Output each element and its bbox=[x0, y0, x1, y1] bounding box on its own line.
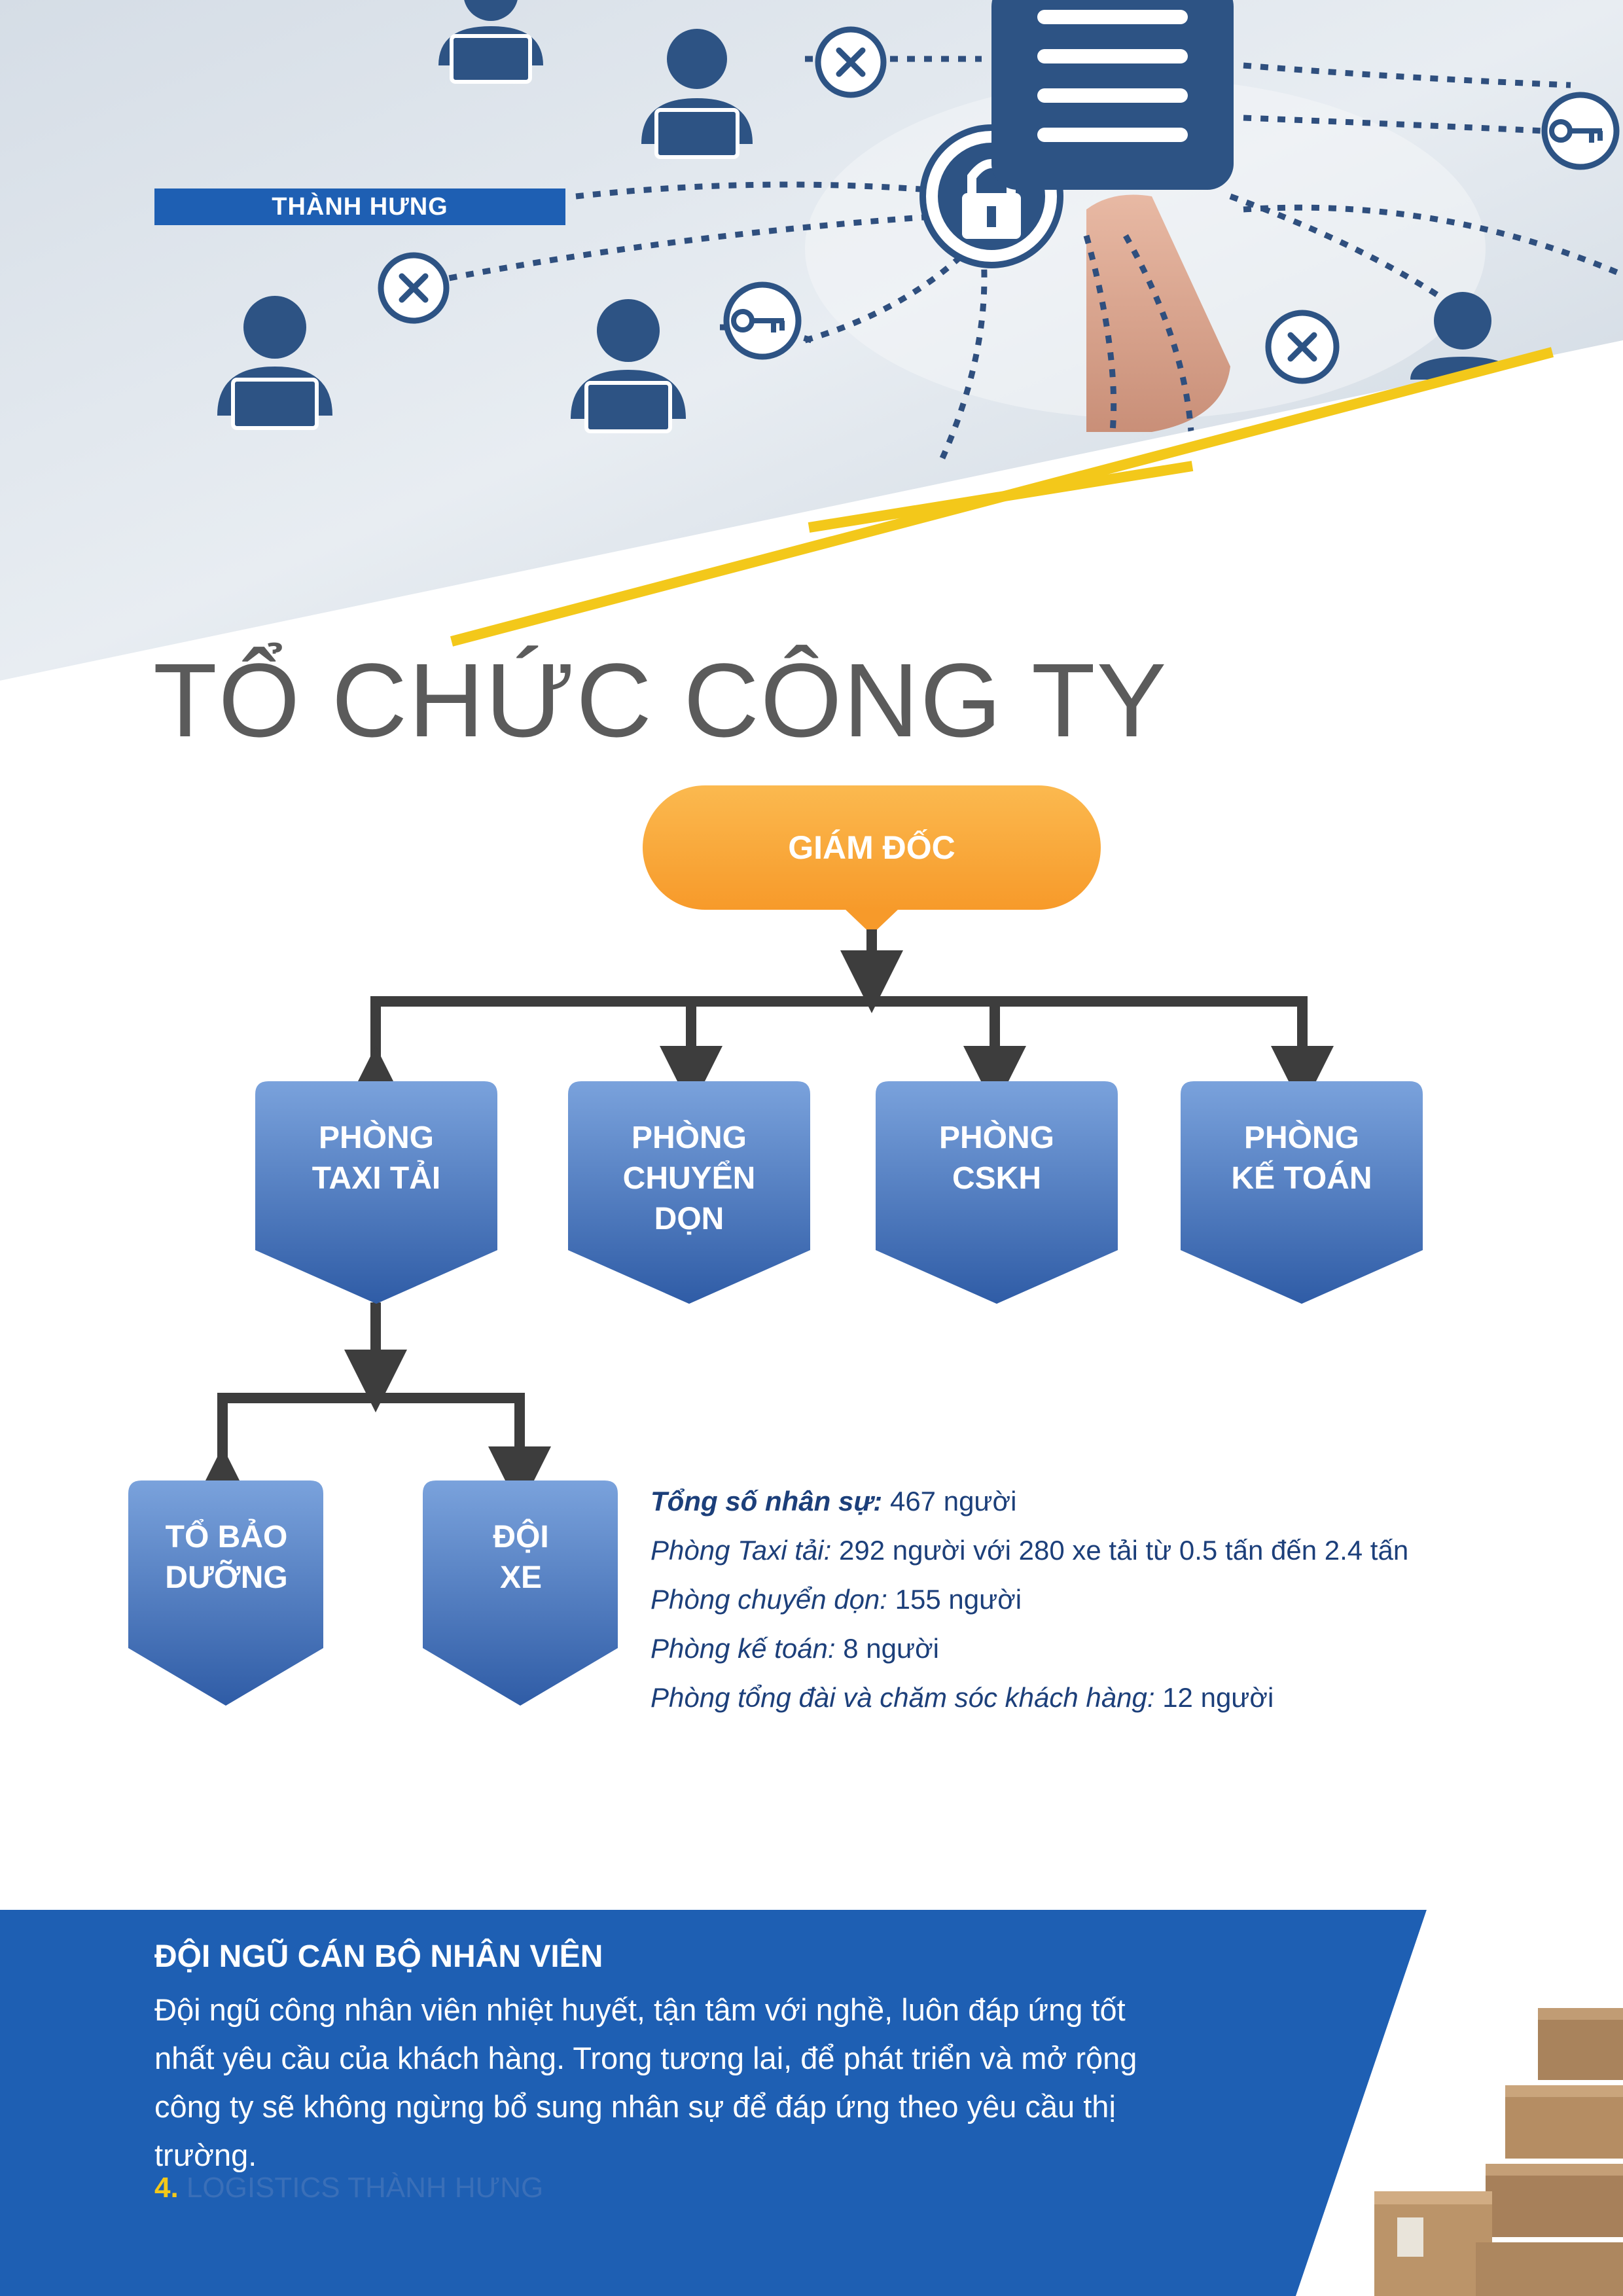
staff-info-label: Phòng Taxi tải: bbox=[651, 1535, 832, 1566]
staff-info-row bbox=[651, 1624, 1501, 1673]
brand-tag: THÀNH HƯNG bbox=[154, 188, 565, 225]
staff-info-value: 155 người bbox=[887, 1584, 1022, 1615]
department-label-line: PHÒNG bbox=[1243, 1121, 1359, 1155]
department-label-line: PHÒNG bbox=[318, 1121, 434, 1155]
department-taxi-box bbox=[255, 1081, 497, 1199]
sub-unit-maintenance-box bbox=[128, 1480, 325, 1598]
director-box bbox=[643, 785, 1101, 910]
page-number: 4. bbox=[154, 2172, 179, 2204]
department-label-line: DỌN bbox=[654, 1202, 724, 1236]
department-moving-box bbox=[568, 1081, 810, 1240]
staff-info-value: 8 người bbox=[835, 1633, 939, 1664]
staff-info-row bbox=[651, 1575, 1501, 1624]
staff-info-label: Tổng số nhân sự: bbox=[651, 1486, 883, 1516]
footer-label: LOGISTICS THÀNH HƯNG bbox=[178, 2172, 544, 2204]
staff-info bbox=[651, 1477, 1501, 1722]
staff-info-value: 467 người bbox=[882, 1486, 1017, 1516]
sub-unit-fleet-box bbox=[423, 1480, 619, 1598]
team-section-title: ĐỘI NGŨ CÁN BỘ NHÂN VIÊN bbox=[154, 1939, 603, 1974]
department-label-line: PHÒNG bbox=[938, 1121, 1054, 1155]
page-footer bbox=[154, 2172, 543, 2204]
department-label-line: KẾ TOÁN bbox=[1231, 1161, 1372, 1196]
staff-info-label: Phòng tổng đài và chăm sóc khách hàng: bbox=[651, 1682, 1155, 1713]
department-label-line: PHÒNG bbox=[631, 1121, 747, 1155]
team-section-text: Đội ngũ công nhân viên nhiệt huyết, tận tâm với nghề, luôn đáp ứng tốt nhất yêu cầu của khách hàng. Trong tương lai, để phát triển và mở rộng công ty sẽ không ngừng bổ sung nhân sự để đáp ứng theo yêu cầu thị trường. bbox=[154, 1992, 1137, 2172]
department-cskh-box bbox=[876, 1081, 1118, 1199]
staff-info-row bbox=[651, 1526, 1501, 1575]
department-label-line: CSKH bbox=[952, 1161, 1041, 1196]
staff-info-value: 12 người bbox=[1154, 1682, 1274, 1713]
director-label: GIÁM ĐỐC bbox=[788, 829, 955, 866]
department-label-line: CHUYỂN bbox=[622, 1161, 756, 1196]
sub-unit-label-line: XE bbox=[499, 1560, 543, 1595]
page-title: TỔ CHỨC CÔNG TY bbox=[153, 641, 1168, 759]
staff-info-label: Phòng chuyển dọn: bbox=[651, 1584, 887, 1615]
staff-info-row bbox=[651, 1477, 1501, 1526]
sub-unit-label-line: DƯỠNG bbox=[165, 1560, 288, 1595]
department-accounting-box bbox=[1181, 1081, 1423, 1199]
staff-info-label: Phòng kế toán: bbox=[651, 1633, 836, 1664]
department-label-line: TAXI TẢI bbox=[312, 1161, 441, 1196]
sub-unit-label-line: ĐỘI bbox=[493, 1520, 549, 1554]
sub-unit-label-line: TỔ BẢO bbox=[165, 1520, 288, 1554]
staff-info-value: 292 người với 280 xe tải từ 0.5 tấn đến 2.4 tấn bbox=[831, 1535, 1409, 1566]
staff-info-row bbox=[651, 1673, 1501, 1722]
